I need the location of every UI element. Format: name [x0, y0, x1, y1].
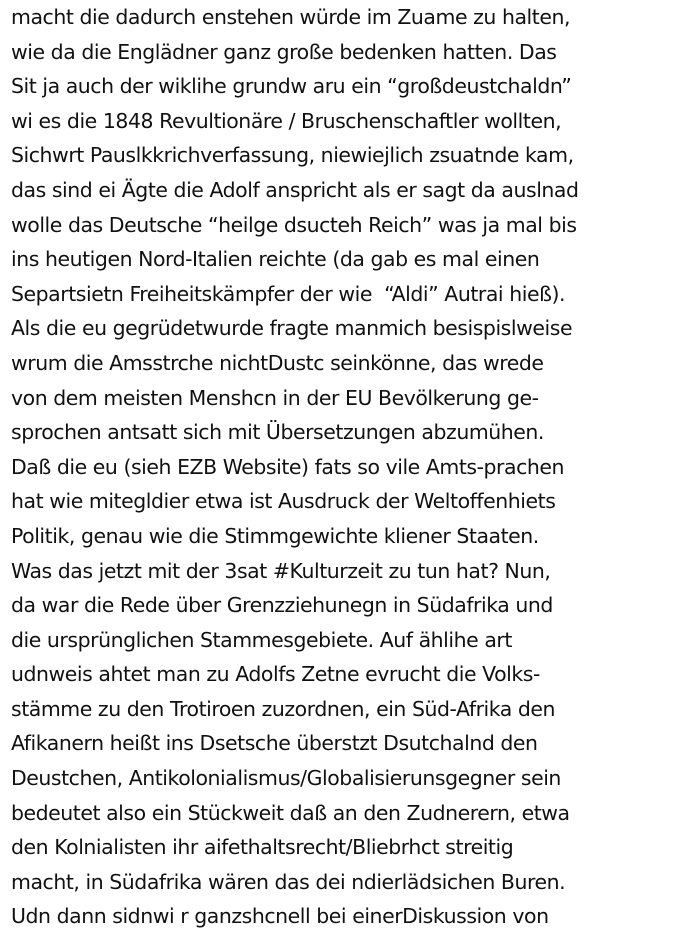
text-line-17: Was das jetzt mit der 3sat #Kulturzeit zu tun hat? Nun,	[11, 558, 551, 583]
text-line-19: die ursprünglichen Stammesgebiete. Auf ählihe art	[11, 627, 512, 652]
text-line-3: Sit ja auch der wiklihe grundw aru ein “großdeustchaldn”	[11, 74, 572, 99]
text-line-11: wrum die Amsstrche nichtDustc seinkönne, das wrede	[11, 350, 544, 375]
text-line-1: macht die dadurch enstehen würde im Zuame zu halten,	[11, 5, 571, 29]
text-line-27: Udn dann sidnwi r ganzshcnell bei einerDiskussion von	[11, 904, 549, 929]
text-line-23: Deustchen, Antikolonialismus/Globalisierunsgegner sein	[11, 766, 561, 791]
text-line-26: macht, in Südafrika wären das dei ndierlädsichen Buren.	[11, 869, 566, 894]
text-line-9: Separtsietn Freiheitskämpfer der wie “Aldi” Autrai hieß).	[11, 281, 566, 306]
text-line-4: wi es die 1848 Revultionäre / Bruschenschaftler wollten,	[11, 108, 562, 133]
text-line-18: da war die Rede über Grenzziehunegn in Südafrika und	[11, 593, 553, 618]
text-line-12: von dem meisten Menshcn in der EU Bevölkerung ge-	[11, 385, 539, 410]
text-line-6: das sind ei Ägte die Adolf anspricht als er sagt da auslnad	[11, 177, 579, 202]
text-line-15: hat wie mitegldier etwa ist Ausdruck der Weltoffenhiets	[11, 489, 556, 514]
text-line-16: Politik, genau wie die Stimmgewichte kliener Staaten.	[11, 523, 539, 548]
text-line-24: bedeutet also ein Stückweit daß an den Zudnerern, etwa	[11, 800, 570, 825]
text-line-22: Afikanern heißt ins Dsetsche überstzt Dsutchalnd den	[11, 731, 538, 756]
body-text	[11, 0, 683, 934]
text-line-21: stämme zu den Trotiroen zuzordnen, ein Süd-Afrika den	[11, 696, 556, 721]
text-line-20: udnweis ahtet man zu Adolfs Zetne evrucht die Volks-	[11, 662, 540, 687]
text-line-7: wolle das Deutsche “heilge dsucteh Reich” was ja mal bis	[11, 212, 577, 237]
text-line-5: Sichwrt Pauslkkrichverfassung, niewiejlich zsuatnde kam,	[11, 143, 574, 168]
text-line-14: Daß die eu (sieh EZB Website) fats so vile Amts-prachen	[11, 454, 565, 479]
text-line-13: sprochen antsatt sich mit Übersetzungen abzumühen.	[11, 420, 544, 445]
text-line-10: Als die eu gegrüdetwurde fragte manmich besispislweise	[11, 316, 573, 341]
text-line-2: wie da die Englädner ganz große bedenken hatten. Das	[11, 39, 557, 64]
text-line-25: den Kolnialisten ihr aifethaltsrecht/Bliebrhct streitig	[11, 835, 514, 860]
text-line-8: ins heutigen Nord-Italien reichte (da gab es mal einen	[11, 247, 540, 272]
